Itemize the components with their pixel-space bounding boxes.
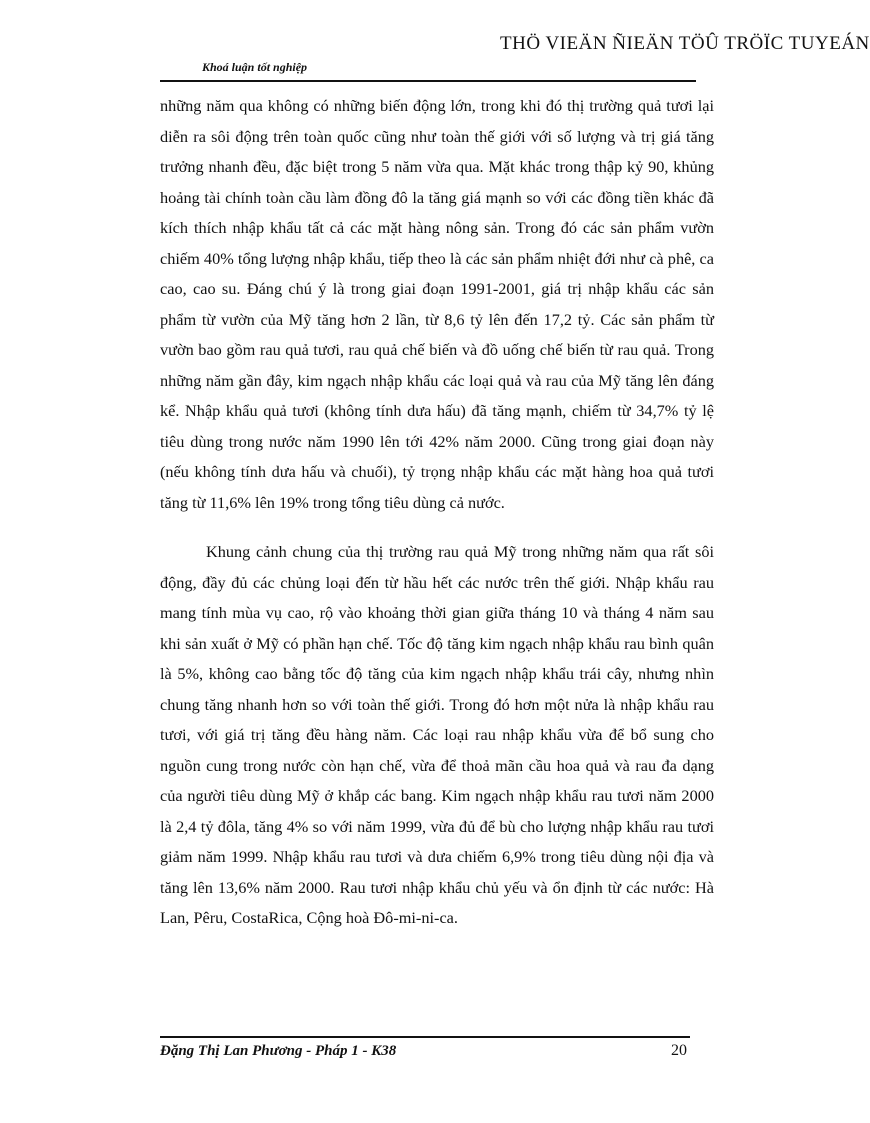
paragraph-2: Khung cảnh chung của thị trường rau quả Mỹ trong những năm qua rất sôi động, đầy đủ các chủng loại đến từ hầu hết các nước trên thế giới. Nhập khẩu rau mang tính mùa vụ cao, rộ vào khoảng thời gian giữa tháng 10 và tháng 4 năm sau khi sản xuất ở Mỹ có phần hạn chế. Tốc độ tăng kim ngạch nhập khẩu rau bình quân là 5%, không cao bằng tốc độ tăng của kim ngạch nhập khẩu trái cây, nhưng nhìn chung tăng nhanh hơn so với toàn thế giới. Trong đó hơn một nửa là nhập khẩu rau tươi, với giá trị tăng đều hàng năm. Các loại rau nhập khẩu vừa để bổ sung cho nguồn cung trong nước còn hạn chế, vừa để thoả mãn cầu hoa quả và rau đa dạng của người tiêu dùng Mỹ ở khắp các bang. Kim ngạch nhập khẩu rau tươi năm 2000 là 2,4 tỷ đôla, tăng 4% so với năm 1999, vừa đủ để bù cho lượng nhập khẩu rau tươi giảm năm 1999. Nhập khẩu rau tươi và dưa chiếm 6,9% trong tiêu dùng nội địa và tăng lên 13,6% năm 2000. Rau tươi nhập khẩu chủ yếu và ổn định từ các nước: Hà Lan, Pêru, CostaRica, Cộng hoà Đô-mi-ni-ca.: [160, 542, 714, 927]
document-body: [160, 91, 714, 934]
paragraph-1: những năm qua không có những biến động lớn, trong khi đó thị trường quả tươi lại diễn ra sôi động trên toàn quốc cũng như toàn thế giới với số lượng và trị giá tăng trưởng nhanh đều, đặc biệt trong 5 năm vừa qua. Mặt khác trong thập kỷ 90, khủng hoảng tài chính toàn cầu làm đồng đô la tăng giá mạnh so với các đồng tiền khác đã kích thích nhập khẩu tất cả các mặt hàng nông sản. Trong đó các sản phẩm vườn chiếm 40% tổng lượng nhập khẩu, tiếp theo là các sản phẩm nhiệt đới như cà phê, ca cao, cao su. Đáng chú ý là trong giai đoạn 1991-2001, giá trị nhập khẩu các sản phẩm từ vườn của Mỹ tăng hơn 2 lần, từ 8,6 tỷ lên đến 17,2 tỷ. Các sản phẩm từ vườn bao gồm rau quả tươi, rau quả chế biến và đồ uống chế biến từ rau quả. Trong những năm gần đây, kim ngạch nhập khẩu các loại quả và rau của Mỹ tăng lên đáng kể. Nhập khẩu quả tươi (không tính dưa hấu) đã tăng mạnh, chiếm từ 34,7% tỷ lệ tiêu dùng trong nước năm 1990 lên tới 42% năm 2000. Cũng trong giai đoạn này (nếu không tính dưa hấu và chuối), tỷ trọng nhập khẩu các mặt hàng hoa quả tươi tăng từ 11,6% lên 19% trong tổng tiêu dùng cả nước.: [160, 96, 714, 512]
page-number: 20: [671, 1042, 687, 1059]
header-divider: [160, 80, 696, 82]
header-title: Khoá luận tốt nghiệp: [202, 60, 308, 74]
footer-divider: [160, 1036, 690, 1038]
footer-author: Đặng Thị Lan Phương - Pháp 1 - K38: [160, 1043, 397, 1059]
watermark-text: THÖ VIEÄN ÑIEÄN TÖÛ TRÖÏC TUYEÁN: [500, 33, 870, 54]
